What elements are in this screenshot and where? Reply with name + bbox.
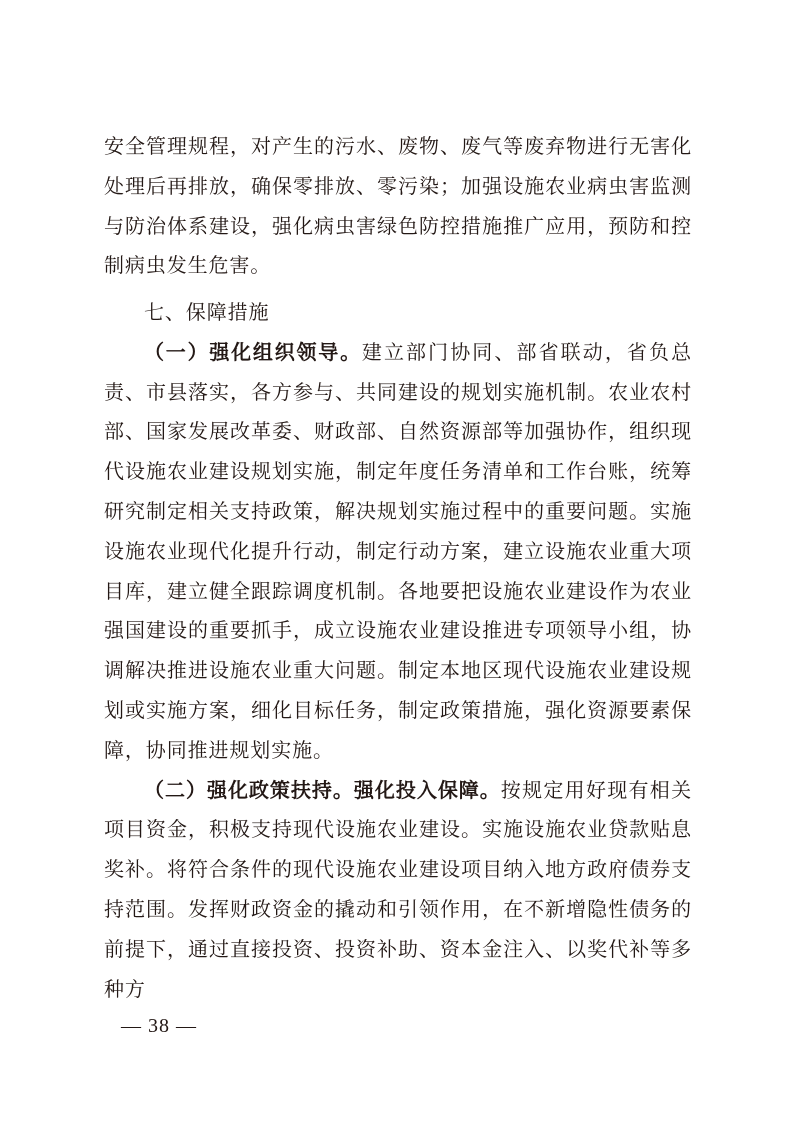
paragraph-text: 建立部门协同、部省联动，省负总责、市县落实，各方参与、共同建设的规划实施机制。农业农村部、国家发展改革委、财政部、自然资源部等加强协作，组织现代设施农业建设规划实施，制定年度任务清单和工作台账，统筹研究制定相关支持政策，解决规划实施过程中的重要问题。实施设施农业现代化提升行动，制定行动方案，建立设施农业重大项目库，建立健全跟踪调度机制。各地要把设施农业建设作为农业强国建设的重要抓手，成立设施农业建设推进专项领导小组，协调解决推进设施农业重大问题。制定本地区现代设施农业建设规划或实施方案，细化目标任务，制定政策措施，强化资源要素保障，协同推进规划实施。 [104,339,692,762]
paragraph-text: 按规定用好现有相关项目资金，积极支持现代设施农业建设。实施设施农业贷款贴息奖补。将符合条件的现代设施农业建设项目纳入地方政府债券支持范围。发挥财政资金的撬动和引领作用，在不新增隐性债务的前提下，通过直接投资、投资补助、资本金注入、以奖代补等多种方 [104,777,692,1001]
main-text [104,293,692,1009]
paragraph-lead: （一）强化组织领导。 [144,339,362,364]
paragraph-continued [104,127,692,286]
page-number: — 38 — [121,1015,197,1037]
paragraph-policy [104,771,692,1010]
section-heading-text: 七、保障措施 [144,300,270,324]
paragraph-organization [104,333,692,771]
section-heading [104,293,692,333]
paragraph-text: 安全管理规程，对产生的污水、废物、废气等废弃物进行无害化处理后再排放，确保零排放、零污染；加强设施农业病虫害监测与防治体系建设，强化病虫害绿色防控措施推广应用，预防和控制病虫发生危害。 [104,134,692,278]
paragraph-lead: （二）强化政策扶持。强化投入保障。 [144,777,501,802]
